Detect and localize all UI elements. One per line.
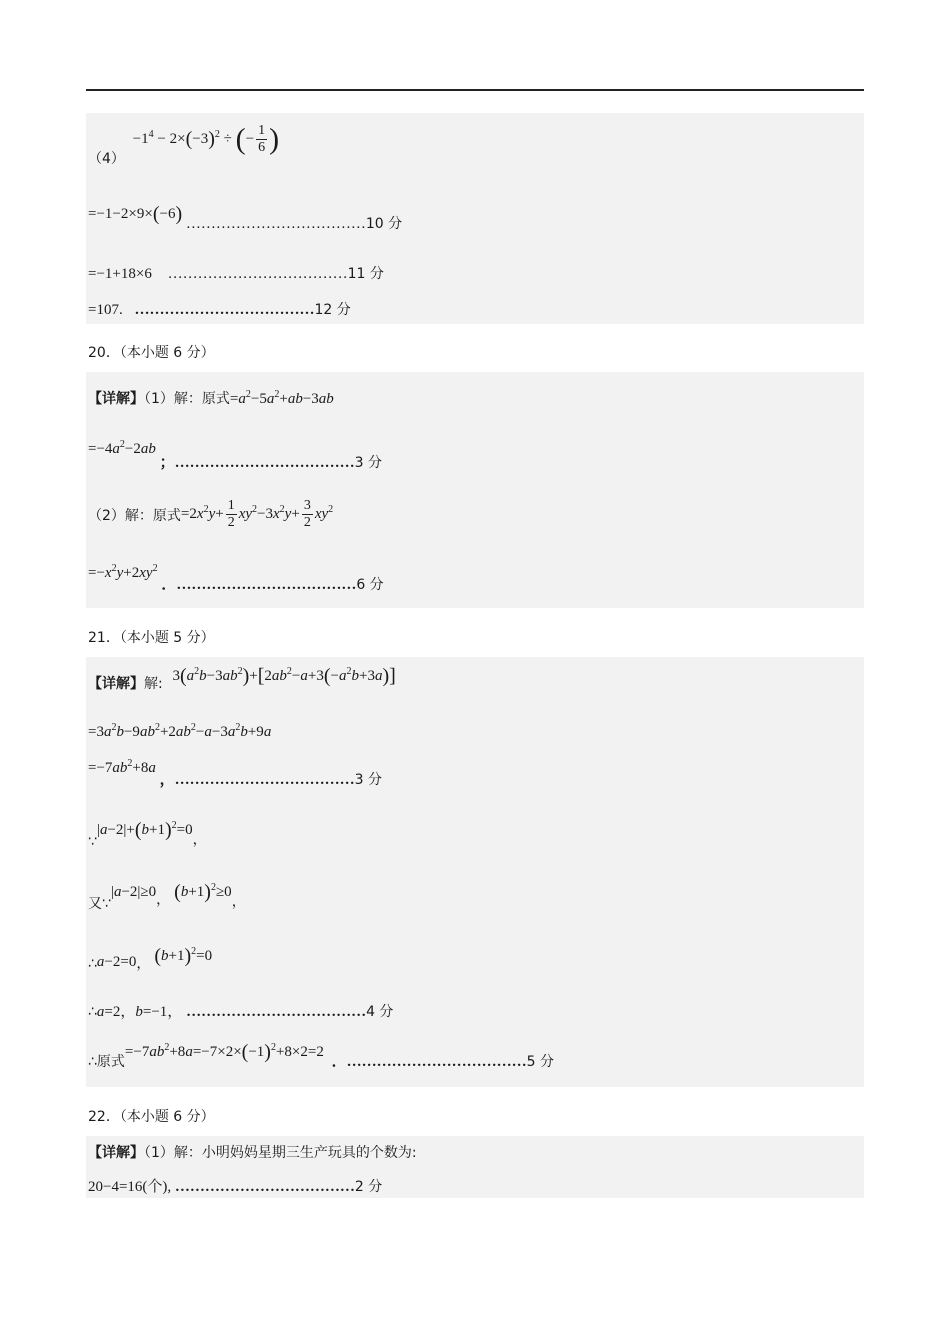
header-rule [86, 89, 864, 91]
q20-part2-line: （2）解：原式$=2x^2y+$ $\frac{1}{2}$ $xy^2-3x^2y+$ $\frac{3}{2}$ $xy^2$ [88, 498, 334, 530]
q20-heading: 20．（本小题 6 分） [88, 345, 215, 361]
q21-heading: 21．（本小题 5 分） [88, 630, 215, 646]
q22-part1-result: 20−4=16(个), ………………………………2 分 [88, 1179, 383, 1195]
q20-solution-block [86, 372, 864, 608]
q21-expression: 【详解】解: $3(a^2b-3ab^2)+[2ab^2-a+3(-a^2b+3a)]$ [88, 665, 396, 692]
q22-heading: 22．（本小题 6 分） [88, 1109, 215, 1125]
q19-step1: =−1−2×9×(−6) ………………………………10 分 [88, 203, 403, 232]
q21-step2: $=-7ab^2+8a$ ，………………………………3 分 [88, 758, 383, 788]
q21-therefore-line1: ∴a−2=0， $(b+1)^2=0$ [88, 945, 213, 972]
q21-final-line: ∴原式$=-7ab^2+8a=-7\times 2\times(-1)^2+8\times 2=2$ ．………………………………5 分 [88, 1041, 554, 1070]
q19-solution-block [86, 113, 864, 324]
q20-part2-result: $=-x^2y+2xy^2$ ．………………………………6 分 [88, 563, 384, 593]
q19-step2: =−1+18×6 ………………………………11 分 [88, 266, 384, 282]
q22-part1-text: 【详解】（1）解：小明妈妈星期三生产玩具的个数为: [88, 1145, 417, 1161]
q21-step1: $=3a^2b-9ab^2+2ab^2-a-3a^2b+9a$ [88, 722, 272, 740]
q21-solution-block [86, 657, 864, 1087]
q21-also-because-line: 又∵|a−2|≥0， $(b+1)^2\ge 0$， [88, 881, 246, 912]
q20-part1-result: $=-4a^2-2ab$ ；………………………………3 分 [88, 439, 383, 471]
q22-solution-block [86, 1136, 864, 1198]
q20-part1-line: 【详解】（1）解：原式$=a^2-5a^2+ab-3ab$ [88, 389, 334, 407]
q21-because-line: $\because|a-2|+(b+1)^2=0$， [88, 819, 207, 850]
q19-step3: =107. ………………………………12 分 [88, 302, 351, 318]
q19-expression: $(4) -1^4 - 2\times(-3)^2$ ÷ (− $\frac{1}{6}$ ) [88, 122, 280, 167]
q21-therefore-line2: ∴a=2，b=−1， ………………………………4 分 [88, 1004, 394, 1020]
